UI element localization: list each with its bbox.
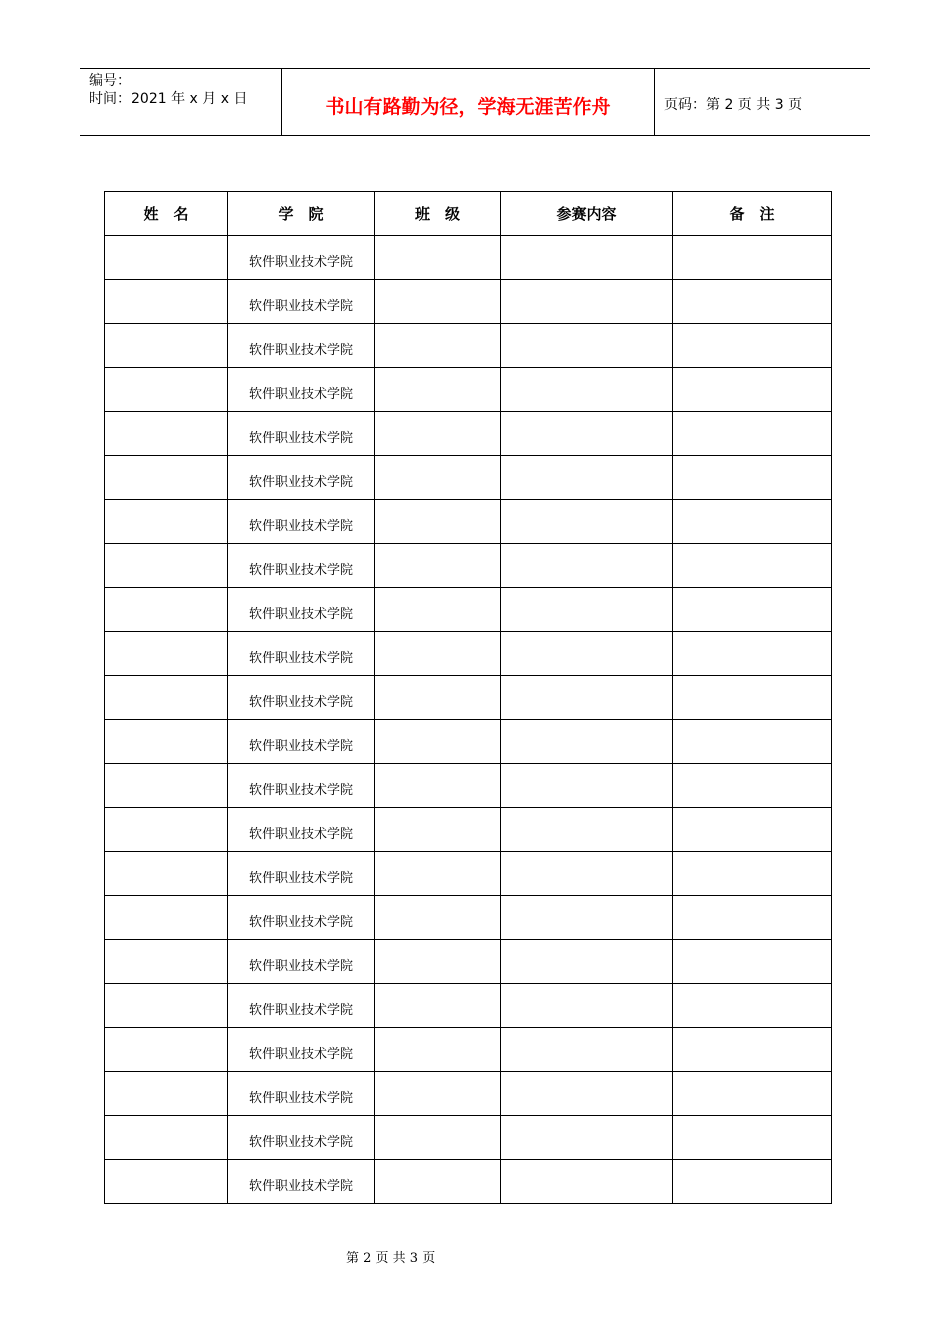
table-row — [105, 588, 832, 632]
cell-college: 软件职业技术学院 — [228, 1072, 375, 1116]
cell-remark — [673, 852, 832, 896]
cell-college: 软件职业技术学院 — [228, 1160, 375, 1204]
cell-class — [375, 1028, 501, 1072]
cell-content — [501, 280, 673, 324]
cell-name — [105, 676, 228, 720]
cell-remark — [673, 940, 832, 984]
cell-class — [375, 1072, 501, 1116]
cell-name — [105, 456, 228, 500]
cell-remark — [673, 808, 832, 852]
cell-class — [375, 324, 501, 368]
page-footer: 第 2 页 共 3 页 — [346, 1251, 436, 1266]
cell-college: 软件职业技术学院 — [228, 412, 375, 456]
column-header-college: 学 院 — [228, 192, 375, 236]
column-header-remark: 备 注 — [673, 192, 832, 236]
cell-content — [501, 676, 673, 720]
table-row — [105, 720, 832, 764]
cell-class — [375, 852, 501, 896]
table-row — [105, 940, 832, 984]
table-row — [105, 1116, 832, 1160]
cell-content — [501, 764, 673, 808]
cell-name — [105, 1072, 228, 1116]
cell-name — [105, 940, 228, 984]
cell-content — [501, 808, 673, 852]
table-row — [105, 280, 832, 324]
cell-name — [105, 852, 228, 896]
cell-college: 软件职业技术学院 — [228, 852, 375, 896]
roster-body — [105, 236, 832, 1204]
cell-college: 软件职业技术学院 — [228, 984, 375, 1028]
cell-name — [105, 984, 228, 1028]
cell-content — [501, 544, 673, 588]
cell-class — [375, 456, 501, 500]
cell-name — [105, 1028, 228, 1072]
cell-content — [501, 368, 673, 412]
date-label: 时间：2021 年 x 月 x 日 — [89, 91, 248, 107]
header-page-info: 页码：第 2 页 共 3 页 — [664, 97, 803, 113]
cell-name — [105, 236, 228, 280]
cell-class — [375, 940, 501, 984]
header-motto: 书山有路勤为径，学海无涯苦作舟 — [282, 69, 655, 135]
table-row — [105, 984, 832, 1028]
cell-class — [375, 676, 501, 720]
table-row — [105, 852, 832, 896]
cell-content — [501, 1072, 673, 1116]
cell-college: 软件职业技术学院 — [228, 1116, 375, 1160]
cell-college: 软件职业技术学院 — [228, 808, 375, 852]
cell-content — [501, 940, 673, 984]
cell-class — [375, 1116, 501, 1160]
cell-college: 软件职业技术学院 — [228, 1028, 375, 1072]
cell-content — [501, 324, 673, 368]
table-row — [105, 1028, 832, 1072]
cell-remark — [673, 236, 832, 280]
cell-class — [375, 720, 501, 764]
table-row — [105, 808, 832, 852]
cell-class — [375, 280, 501, 324]
cell-remark — [673, 280, 832, 324]
cell-remark — [673, 368, 832, 412]
cell-name — [105, 368, 228, 412]
cell-name — [105, 588, 228, 632]
cell-name — [105, 500, 228, 544]
cell-content — [501, 852, 673, 896]
cell-name — [105, 1160, 228, 1204]
cell-college: 软件职业技术学院 — [228, 280, 375, 324]
header-meta — [80, 69, 282, 135]
number-label: 编号： — [89, 73, 131, 89]
cell-name — [105, 764, 228, 808]
cell-content — [501, 632, 673, 676]
cell-content — [501, 984, 673, 1028]
cell-class — [375, 632, 501, 676]
roster-header — [105, 192, 832, 236]
cell-name — [105, 280, 228, 324]
cell-college: 软件职业技术学院 — [228, 500, 375, 544]
cell-college: 软件职业技术学院 — [228, 940, 375, 984]
cell-remark — [673, 412, 832, 456]
cell-class — [375, 368, 501, 412]
table-row — [105, 368, 832, 412]
header-row — [105, 192, 832, 236]
cell-content — [501, 1116, 673, 1160]
cell-college: 软件职业技术学院 — [228, 456, 375, 500]
cell-remark — [673, 984, 832, 1028]
cell-remark — [673, 324, 832, 368]
cell-content — [501, 456, 673, 500]
cell-college: 软件职业技术学院 — [228, 324, 375, 368]
table-row — [105, 1160, 832, 1204]
cell-class — [375, 764, 501, 808]
table-row — [105, 324, 832, 368]
table-row — [105, 456, 832, 500]
cell-name — [105, 720, 228, 764]
cell-class — [375, 588, 501, 632]
cell-class — [375, 236, 501, 280]
cell-remark — [673, 1116, 832, 1160]
cell-class — [375, 500, 501, 544]
table-row — [105, 632, 832, 676]
cell-college: 软件职业技术学院 — [228, 368, 375, 412]
cell-remark — [673, 676, 832, 720]
cell-name — [105, 632, 228, 676]
cell-name — [105, 412, 228, 456]
cell-class — [375, 896, 501, 940]
cell-content — [501, 1160, 673, 1204]
cell-class — [375, 808, 501, 852]
cell-college: 软件职业技术学院 — [228, 720, 375, 764]
cell-content — [501, 720, 673, 764]
cell-college: 软件职业技术学院 — [228, 236, 375, 280]
cell-remark — [673, 1072, 832, 1116]
cell-college: 软件职业技术学院 — [228, 632, 375, 676]
cell-college: 软件职业技术学院 — [228, 544, 375, 588]
table-row — [105, 236, 832, 280]
cell-content — [501, 896, 673, 940]
cell-remark — [673, 764, 832, 808]
cell-remark — [673, 1028, 832, 1072]
column-header-content: 参赛内容 — [501, 192, 673, 236]
cell-college: 软件职业技术学院 — [228, 764, 375, 808]
table-row — [105, 412, 832, 456]
cell-remark — [673, 544, 832, 588]
cell-class — [375, 544, 501, 588]
cell-remark — [673, 588, 832, 632]
column-header-class: 班 级 — [375, 192, 501, 236]
cell-name — [105, 808, 228, 852]
roster-table — [104, 191, 832, 1204]
cell-college: 软件职业技术学院 — [228, 896, 375, 940]
cell-class — [375, 984, 501, 1028]
cell-name — [105, 544, 228, 588]
cell-content — [501, 236, 673, 280]
cell-name — [105, 324, 228, 368]
column-header-name: 姓 名 — [105, 192, 228, 236]
cell-content — [501, 500, 673, 544]
table-row — [105, 764, 832, 808]
table-row — [105, 676, 832, 720]
cell-content — [501, 412, 673, 456]
cell-remark — [673, 720, 832, 764]
cell-class — [375, 1160, 501, 1204]
table-row — [105, 1072, 832, 1116]
cell-remark — [673, 456, 832, 500]
table-row — [105, 896, 832, 940]
table-row — [105, 500, 832, 544]
table-row — [105, 544, 832, 588]
cell-name — [105, 1116, 228, 1160]
page-header — [80, 68, 870, 136]
cell-content — [501, 588, 673, 632]
cell-college: 软件职业技术学院 — [228, 588, 375, 632]
cell-remark — [673, 1160, 832, 1204]
cell-remark — [673, 632, 832, 676]
cell-content — [501, 1028, 673, 1072]
cell-remark — [673, 896, 832, 940]
cell-college: 软件职业技术学院 — [228, 676, 375, 720]
cell-remark — [673, 500, 832, 544]
cell-name — [105, 896, 228, 940]
cell-class — [375, 412, 501, 456]
